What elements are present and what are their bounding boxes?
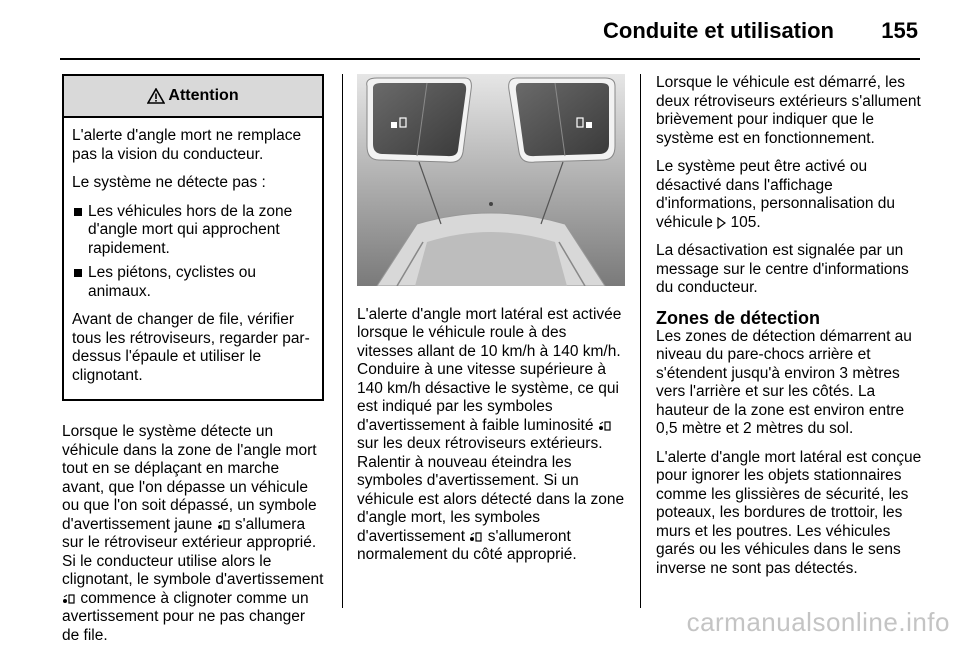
warning-triangle-icon — [147, 88, 165, 104]
watermark: carmanualsonline.info — [686, 607, 950, 637]
paragraph: Les zones de détection démarrent au niveau du pare-chocs arrière et s'étendent jusqu'à environ 3 mètres vers l'arrière et sur les côtés. La hauteur de la zone est environ entre 0,5 mètre et 2 mètres du sol. — [656, 327, 912, 437]
list-item: Les véhicules hors de la zone d'angle mort qui approchent rapidement. — [72, 203, 314, 259]
column-3 — [656, 74, 924, 588]
warning-text: Le système ne détecte pas : — [72, 174, 266, 191]
warning-header — [64, 76, 322, 118]
blind-spot-icon — [469, 531, 483, 543]
warning-list — [72, 203, 314, 302]
warning-text: L'alerte d'angle mort ne remplace pas la vision du conducteur. — [72, 127, 302, 163]
section-heading: Zones de détection — [656, 307, 821, 328]
blind-spot-icon — [598, 420, 612, 432]
paragraph: Lorsque le véhicule est démarré, les deux rétroviseurs extérieurs s'allument brièvement pour indiquer que le système est en fonctionnement. — [656, 74, 921, 147]
paragraph: Lorsque le système détecte un véhicule dans la zone de l'angle mort tout en se déplaçant en marche avant, que l'on dépasse un véhicule ou que l'on soit dépassé, un symbole d'avertissement jaune s'allumera sur le rétroviseur extérieur approprié. Si le conducteur utilise alors le clignotant, le symbole d'avertissement commence à clignoter comme un avertissement pour ne pas changer de file. — [62, 423, 324, 644]
paragraph: L'alerte d'angle mort latéral est conçue pour ignorer les objets stationnaires comme les glissières de sécurité, les poteaux, les bordures de trottoir, les murs et les poutres. Les véhicules garés ou les véhicules dans le sens inverse ne sont pas détectés. — [656, 448, 922, 577]
list-item: Les piétons, cyclistes ou animaux. — [72, 264, 314, 301]
column-divider — [640, 74, 641, 608]
blind-spot-icon — [62, 593, 76, 605]
chapter-title: Conduite et utilisation — [603, 18, 834, 43]
blind-spot-icon — [217, 519, 231, 531]
page-number: 155 — [881, 18, 918, 43]
paragraph: Le système peut être activé ou désactivé dans l'affichage d'informations, personnalisation du véhicule 105. — [656, 158, 896, 231]
header-rule — [60, 58, 920, 60]
column-divider — [342, 74, 343, 608]
paragraph: La désactivation est signalée par un message sur le centre d'informations du conducteur. — [656, 242, 909, 296]
warning-body — [64, 118, 322, 399]
warning-text: Avant de changer de file, vérifier tous les rétroviseurs, regarder par-dessus l'épaule et utiliser le clignotant. — [72, 311, 310, 384]
warning-box — [62, 74, 324, 401]
column-1 — [62, 74, 324, 655]
mirror-illustration — [357, 74, 625, 286]
warning-title: Attention — [168, 86, 239, 104]
paragraph: L'alerte d'angle mort latéral est activée lorsque le véhicule roule à des vitesses allant de 10 km/h à 140 km/h. Conduire à une vitesse supérieure à 140 km/h désactive le système, ce qui est indiqué par les symboles d'avertissement à faible luminosité sur les deux rétroviseurs extérieurs. Ralentir à nouveau éteindra les symboles d'avertissement. Si un véhicule est alors détecté dans la zone d'angle mort, les symboles d'avertissement s'allumeront normalement du côté approprié. — [357, 305, 625, 563]
column-2 — [357, 74, 625, 575]
page-reference[interactable]: 105. — [730, 213, 761, 231]
page-reference-icon — [717, 217, 726, 229]
